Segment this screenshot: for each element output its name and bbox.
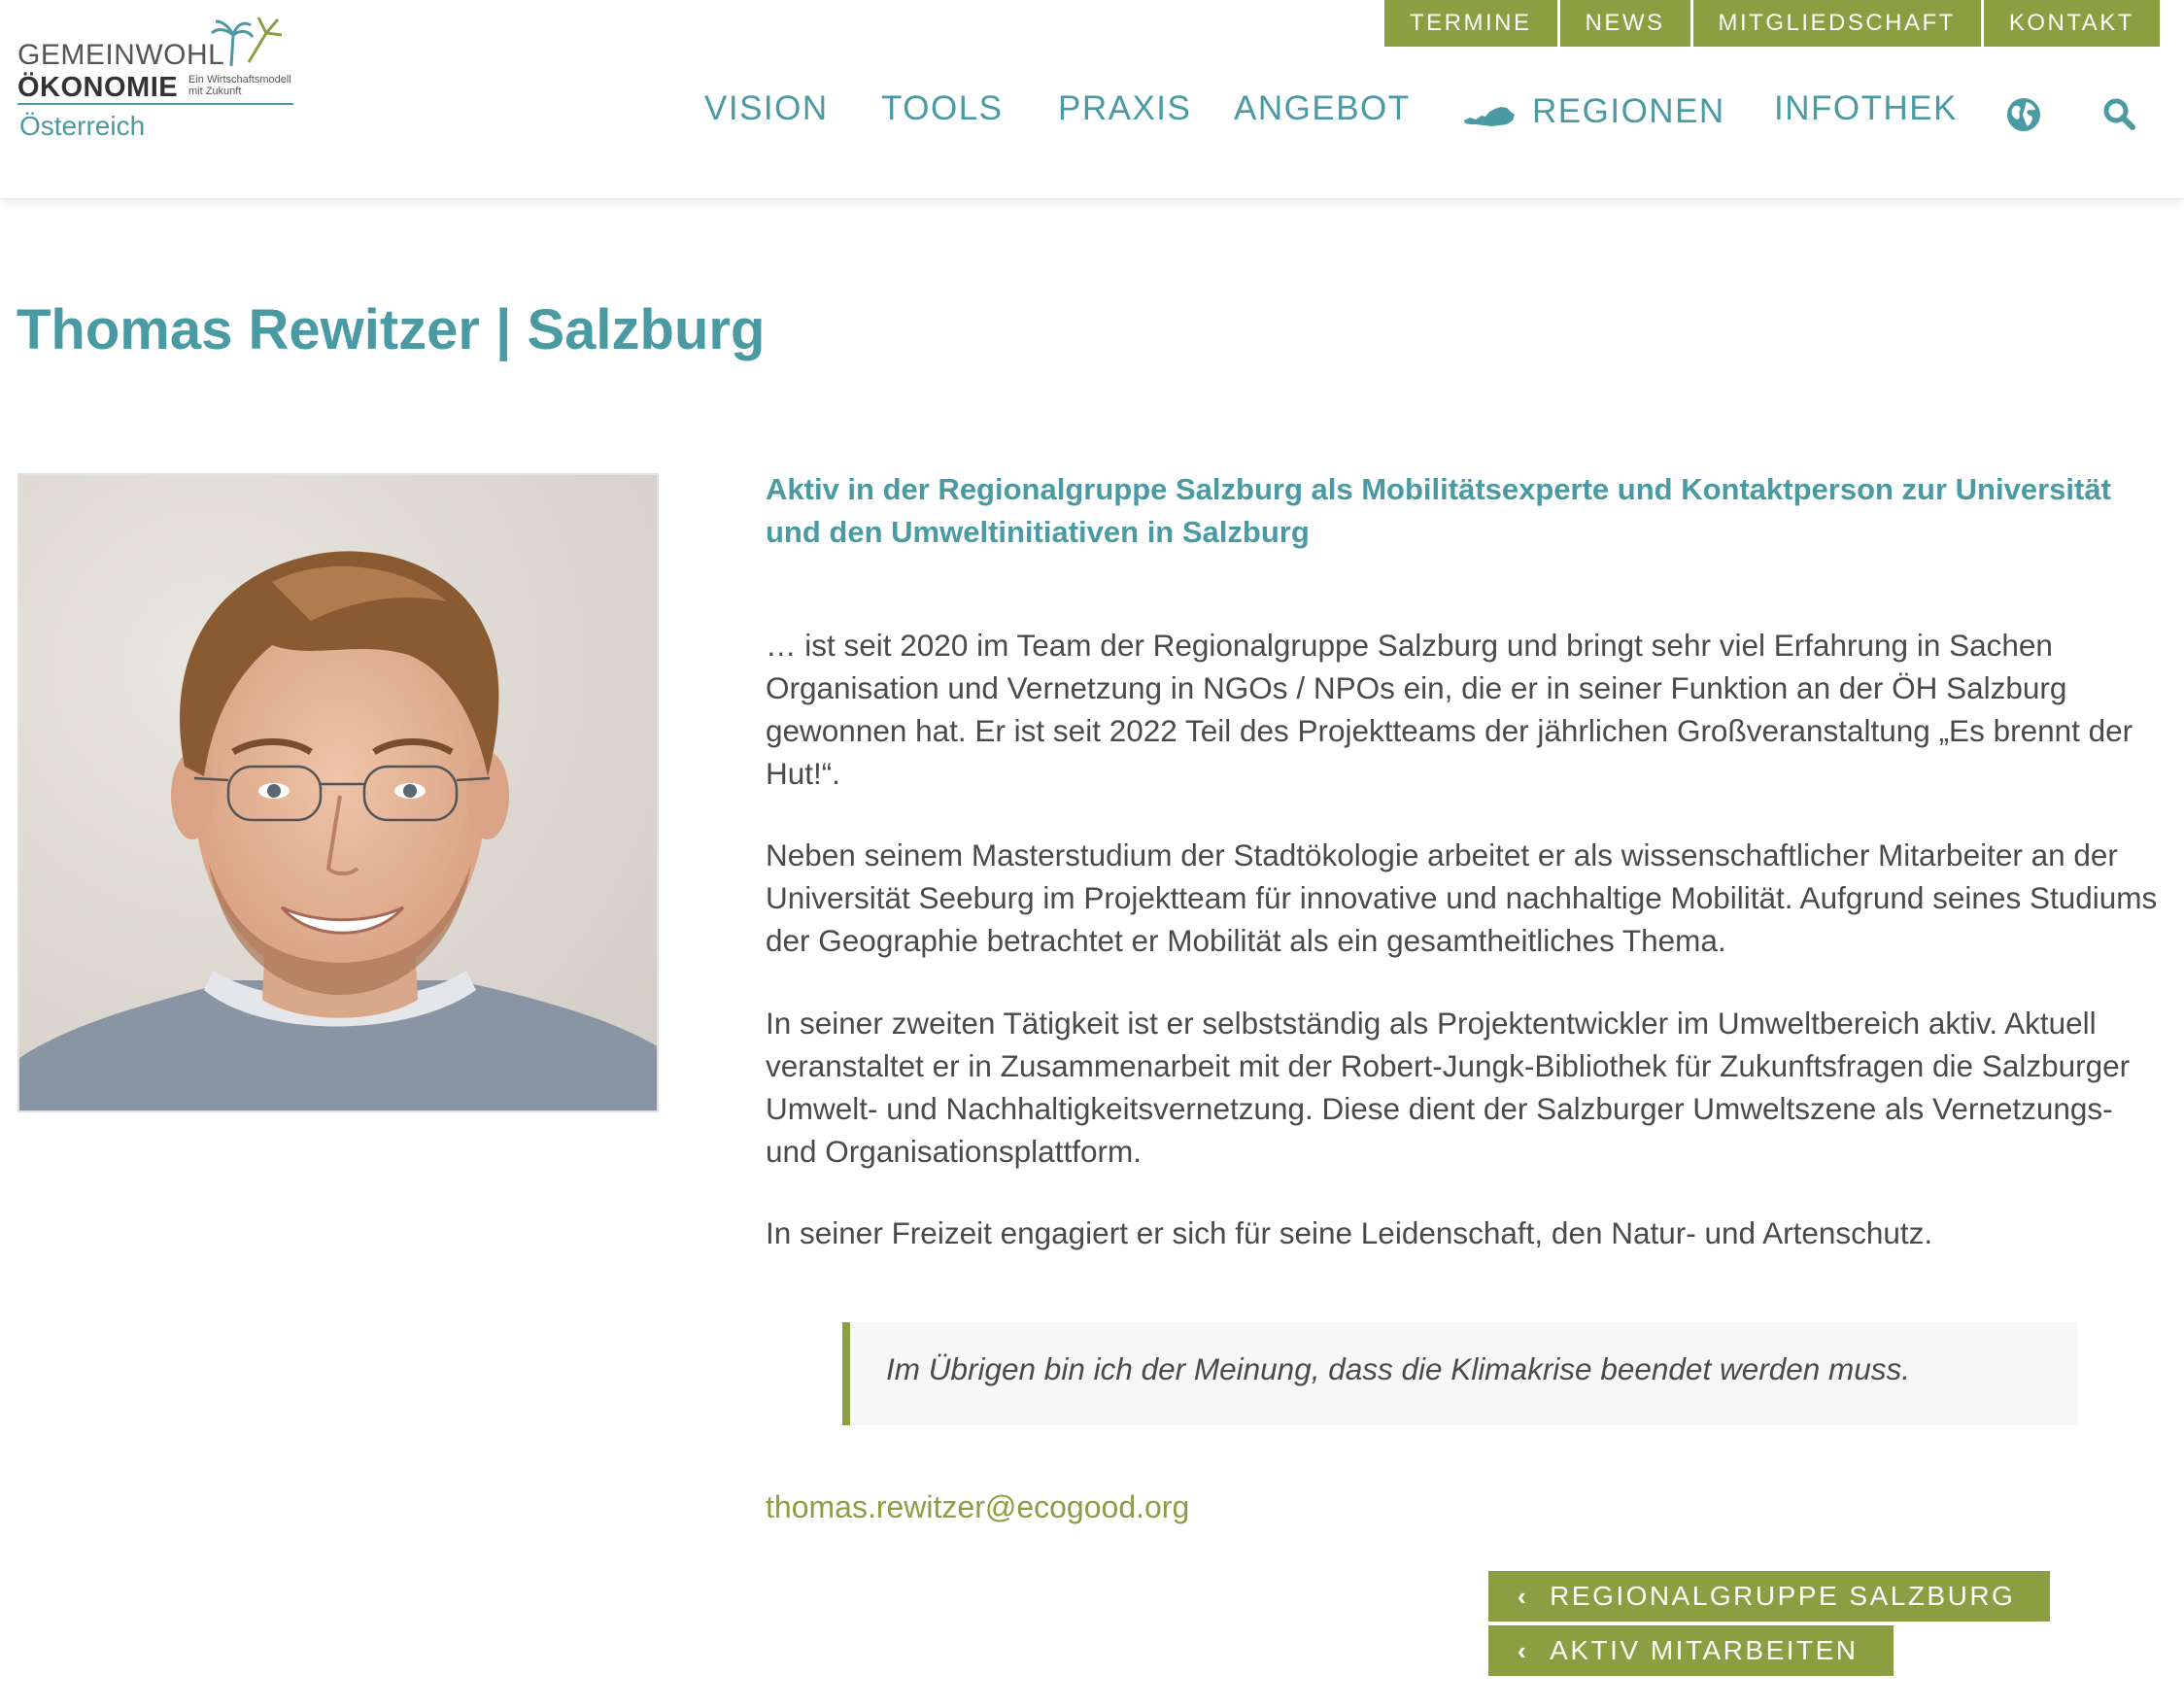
nav-angebot[interactable]: ANGEBOT	[1234, 89, 1411, 127]
profile-photo	[17, 473, 659, 1112]
austria-map-icon[interactable]	[1462, 103, 1517, 132]
back-to-regionalgruppe-button[interactable]	[1488, 1571, 2050, 1622]
logo-region: Österreich	[19, 111, 146, 141]
site-header	[0, 0, 2184, 199]
top-nav	[1384, 0, 2160, 47]
nav-regionen[interactable]: REGIONEN	[1532, 92, 1725, 130]
button-label: AKTIV MITARBEITEN	[1550, 1635, 1859, 1665]
topnav-kontakt[interactable]: KONTAKT	[1981, 0, 2160, 47]
topnav-news[interactable]: NEWS	[1557, 0, 1690, 47]
portrait-image	[19, 475, 659, 1112]
bio-paragraph-4: In seiner Freizeit engagiert er sich für seine Leidenschaft, den Natur- und Artenschutz.	[766, 1215, 1933, 1250]
main-nav	[0, 89, 2184, 148]
globe-icon[interactable]	[2006, 97, 2041, 132]
topnav-termine[interactable]: TERMINE	[1384, 0, 1557, 47]
aktiv-mitarbeiten-button[interactable]	[1488, 1625, 1894, 1676]
logo-tagline-line2: mit Zukunft	[188, 85, 242, 97]
email-link[interactable]: thomas.rewitzer@ecogood.org	[766, 1489, 1190, 1524]
logo-line2: ÖKONOMIE	[17, 72, 179, 103]
topnav-mitgliedschaft[interactable]: MITGLIEDSCHAFT	[1690, 0, 1981, 47]
search-icon[interactable]	[2102, 97, 2137, 132]
nav-infothek[interactable]: INFOTHEK	[1774, 89, 1958, 127]
chevron-left-icon: ‹	[1518, 1581, 1529, 1611]
quote-text: Im Übrigen bin ich der Meinung, dass die Klimakrise beendet werden muss.	[886, 1351, 1911, 1386]
button-label: REGIONALGRUPPE SALZBURG	[1550, 1581, 2016, 1611]
quote-block	[842, 1322, 2078, 1425]
page-title: Thomas Rewitzer | Salzburg	[17, 298, 766, 361]
chevron-left-icon: ‹	[1518, 1635, 1529, 1665]
nav-vision[interactable]: VISION	[704, 89, 829, 127]
bio-paragraph-2: Neben seinem Masterstudium der Stadtökologie arbeitet er als wissenschaftlicher Mitarbeiter an der Universität Seeburg im Projektteam für innovative und nachhaltige Mobilität. Aufgrund seines Studiums der Geographie betrachtet er Mobilität als ein gesamtheitliches Thema.	[766, 837, 2158, 958]
bio-paragraph-1: … ist seit 2020 im Team der Regionalgruppe Salzburg und bringt sehr viel Erfahrung in Sachen Organisation und Vernetzung in NGOs / NPOs ein, die er in seiner Funktion an der ÖH Salzburg gewonnen hat. Er ist seit 2022 Teil des Projektteams der jährlichen Großveranstaltung „Es brennt der Hut!“.	[766, 628, 2133, 791]
lead-text: Aktiv in der Regionalgruppe Salzburg als Mobilitätsexperte und Kontaktperson zur Universität und den Umweltinitiativen in Salzburg	[766, 472, 2111, 549]
bio-paragraph-3: In seiner zweiten Tätigkeit ist er selbstständig als Projektentwickler im Umweltbereich aktiv. Aktuell veranstaltet er in Zusammenarbeit mit der Robert-Jungk-Bibliothek für Zukunftsfragen die Salzburger Umwelt- und Nachhaltigkeitsvernetzung. Diese dient der Salzburger Umweltszene als Vernetzungs- und Organisationsplattform.	[766, 1006, 2131, 1169]
logo-line1: GEMEINWOHL	[17, 39, 225, 71]
logo-tagline-line1: Ein Wirtschaftsmodell	[188, 74, 291, 85]
nav-tools[interactable]: TOOLS	[881, 89, 1004, 127]
nav-praxis[interactable]: PRAXIS	[1058, 89, 1192, 127]
